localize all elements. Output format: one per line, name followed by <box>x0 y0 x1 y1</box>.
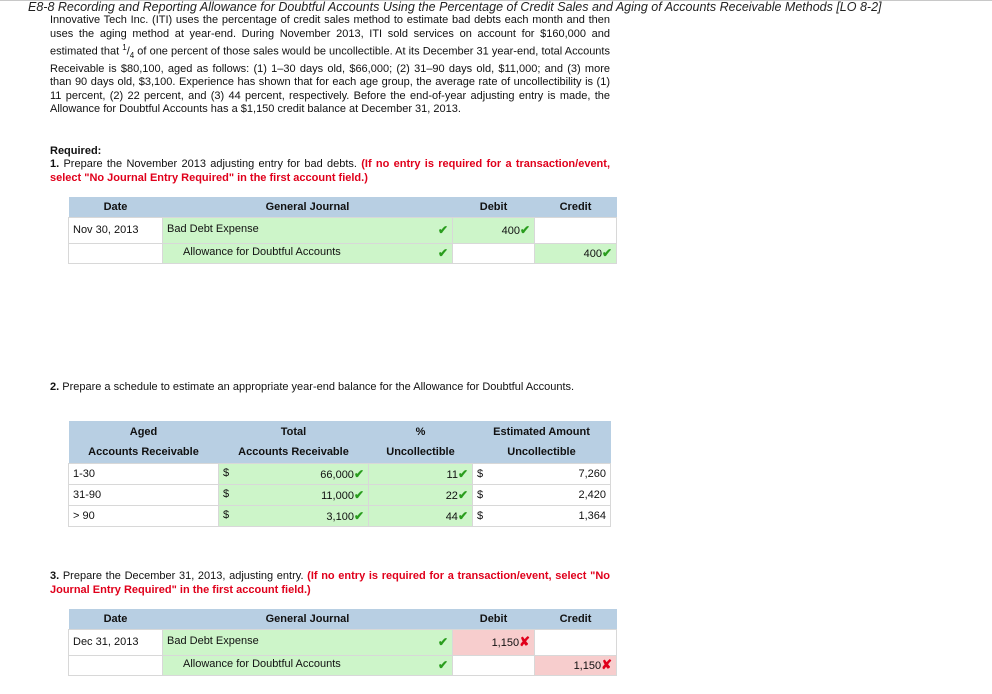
col-estimated-sub: Uncollectible <box>473 442 611 463</box>
credit-input[interactable] <box>535 217 617 243</box>
credit-amount: 400 <box>583 248 602 260</box>
total-input[interactable] <box>219 463 369 484</box>
check-icon: ✔ <box>519 223 530 237</box>
credit-amount: 1,150 <box>573 660 602 672</box>
currency-symbol: $ <box>477 467 484 480</box>
debit-input[interactable] <box>453 655 535 675</box>
col-general-journal: General Journal <box>163 197 453 217</box>
currency-symbol: $ <box>223 487 230 500</box>
check-icon: ✔ <box>457 466 468 481</box>
question-3-number: 3. <box>50 570 60 582</box>
col-percent: % <box>369 421 473 442</box>
question-2-number: 2. <box>50 381 60 393</box>
table-row <box>69 629 617 655</box>
table-row <box>69 243 617 263</box>
col-date: Date <box>69 197 163 217</box>
problem-text-part1: Innovative Tech Inc. (ITI) uses the percentage of credit sales method to estimate bad debts each month and then uses the aging method at year-end. During November 2013, ITI sold services on account for $160,000 and estimated that <box>50 14 610 58</box>
entry-date[interactable] <box>69 655 163 675</box>
col-credit: Credit <box>535 609 617 629</box>
question-1-number: 1. <box>50 158 60 170</box>
problem-text-part2: of one percent of those sales would be uncollectible. At its December 31 year-end, total Accounts Receivable is $80,100, aged as follows: (1) 1–30 days old, $66,000; (2) 31–90 days old, $11,000; and (3) more than 90 days old, $3,100. Experience has shown that for each age group, the average rate of uncollectibility is (1) 11 percent, (2) 22 percent, and (3) 44 percent, respectively. Before the end-of-year adjusting entry is made, the Allowance for Doubtful Accounts has a $1,150 credit balance at December 31, 2013. <box>50 45 610 116</box>
currency-symbol: $ <box>477 488 484 501</box>
col-credit: Credit <box>535 197 617 217</box>
estimated-value: 2,420 <box>578 488 606 501</box>
check-icon: ✔ <box>457 508 468 523</box>
total-input[interactable] <box>219 484 369 505</box>
debit-input[interactable] <box>453 243 535 263</box>
debit-amount: 1,150 <box>491 637 520 649</box>
check-icon: ✔ <box>437 223 448 237</box>
col-estimated: Estimated Amount <box>473 421 611 442</box>
journal-table-december <box>68 609 617 676</box>
check-icon: ✔ <box>437 658 448 672</box>
question-2 <box>50 381 610 395</box>
percent-value: 22 <box>445 489 458 502</box>
x-icon: ✘ <box>601 657 612 672</box>
check-icon: ✔ <box>353 466 364 481</box>
total-amount: 66,000 <box>320 468 354 481</box>
entry-date[interactable]: Nov 30, 2013 <box>69 217 163 243</box>
fraction-numerator: 1 <box>122 43 127 53</box>
total-amount: 11,000 <box>321 489 354 502</box>
account-name: Allowance for Doubtful Accounts <box>183 658 341 670</box>
x-icon: ✘ <box>519 634 530 649</box>
question-1-text: Prepare the November 2013 adjusting entry for bad debts. <box>59 158 362 170</box>
problem-statement: Innovative Tech Inc. (ITI) uses the percentage of credit sales method to estimate bad debts each month and then uses the aging method at year-end. During November 2013, ITI sold services on account for $160,000 and estimated that $^1/_4$ of one percent of those sales would be uncollectible. At its December 31 year-end, total Accounts Receivable is $80,100, aged as follows: (1) 1–30 days old, $66,000; (2) 31–90 days old, $11,000; and (3) more than 90 days old, $3,100. Experience has shown that for each age group, the average rate of uncollectibility is (1) 11 percent, (2) 22 percent, and (3) 44 percent, respectively. Before the end-of-year adjusting entry is made, the Allowance for Doubtful Accounts has a $1,150 credit balance at December 31, 2013. <box>50 14 610 116</box>
percent-input[interactable] <box>369 484 473 505</box>
account-select[interactable] <box>163 655 453 675</box>
account-name: Bad Debt Expense <box>167 223 259 235</box>
question-3-note: (If no entry is required for a transaction/event, select "No Journal Entry Required" in the first account field.) <box>50 570 610 596</box>
col-aged-sub: Accounts Receivable <box>69 442 219 463</box>
entry-date[interactable] <box>69 243 163 263</box>
aged-label: 1-30 <box>69 463 219 484</box>
debit-amount: 400 <box>501 225 520 237</box>
estimated-amount <box>473 505 611 526</box>
table-row <box>69 484 611 505</box>
currency-symbol: $ <box>477 509 484 522</box>
table-row <box>69 463 611 484</box>
percent-input[interactable] <box>369 505 473 526</box>
credit-input[interactable] <box>535 655 617 675</box>
debit-input[interactable] <box>453 217 535 243</box>
question-2-text: Prepare a schedule to estimate an appropriate year-end balance for the Allowance for Doubtful Accounts. <box>59 381 575 393</box>
question-1-note: (If no entry is required for a transaction/event, select "No Journal Entry Required" in the first account field.) <box>50 158 610 184</box>
credit-input[interactable] <box>535 629 617 655</box>
aged-label: > 90 <box>69 505 219 526</box>
total-input[interactable] <box>219 505 369 526</box>
col-total: Total <box>219 421 369 442</box>
question-3-text: Prepare the December 31, 2013, adjusting entry. <box>59 570 308 582</box>
currency-symbol: $ <box>223 508 230 521</box>
check-icon: ✔ <box>353 487 364 502</box>
table-row <box>69 655 617 675</box>
page-title: E8-8 Recording and Reporting Allowance for Doubtful Accounts Using the Percentage of Credit Sales and Aging of Accounts Receivable Methods [LO 8-2] <box>28 0 882 14</box>
check-icon: ✔ <box>457 487 468 502</box>
check-icon: ✔ <box>601 246 612 260</box>
currency-symbol: $ <box>223 466 230 479</box>
percent-input[interactable] <box>369 463 473 484</box>
account-select[interactable] <box>163 243 453 263</box>
col-debit: Debit <box>453 197 535 217</box>
total-amount: 3,100 <box>326 510 354 523</box>
col-debit: Debit <box>453 609 535 629</box>
check-icon: ✔ <box>437 246 448 260</box>
percent-value: 11 <box>446 468 458 481</box>
estimated-amount <box>473 484 611 505</box>
journal-table-november <box>68 197 617 264</box>
account-name: Allowance for Doubtful Accounts <box>183 246 341 258</box>
estimated-value: 1,364 <box>578 509 606 522</box>
col-total-sub: Accounts Receivable <box>219 442 369 463</box>
account-name: Bad Debt Expense <box>167 635 259 647</box>
col-aged: Aged <box>69 421 219 442</box>
fraction-denominator: 4 <box>129 51 135 61</box>
debit-input[interactable] <box>453 629 535 655</box>
col-percent-sub: Uncollectible <box>369 442 473 463</box>
check-icon: ✔ <box>437 635 448 649</box>
percent-value: 44 <box>445 510 458 523</box>
credit-input[interactable] <box>535 243 617 263</box>
col-general-journal: General Journal <box>163 609 453 629</box>
estimated-value: 7,260 <box>578 467 606 480</box>
entry-date[interactable]: Dec 31, 2013 <box>69 629 163 655</box>
table-row <box>69 505 611 526</box>
check-icon: ✔ <box>353 508 364 523</box>
question-3 <box>50 570 610 597</box>
col-date: Date <box>69 609 163 629</box>
question-1 <box>50 158 610 185</box>
aged-label: 31-90 <box>69 484 219 505</box>
account-select[interactable] <box>163 629 453 655</box>
table-row <box>69 217 617 243</box>
required-label: Required: <box>50 145 102 157</box>
account-select[interactable] <box>163 217 453 243</box>
aging-schedule-table <box>68 421 611 527</box>
estimated-amount <box>473 463 611 484</box>
